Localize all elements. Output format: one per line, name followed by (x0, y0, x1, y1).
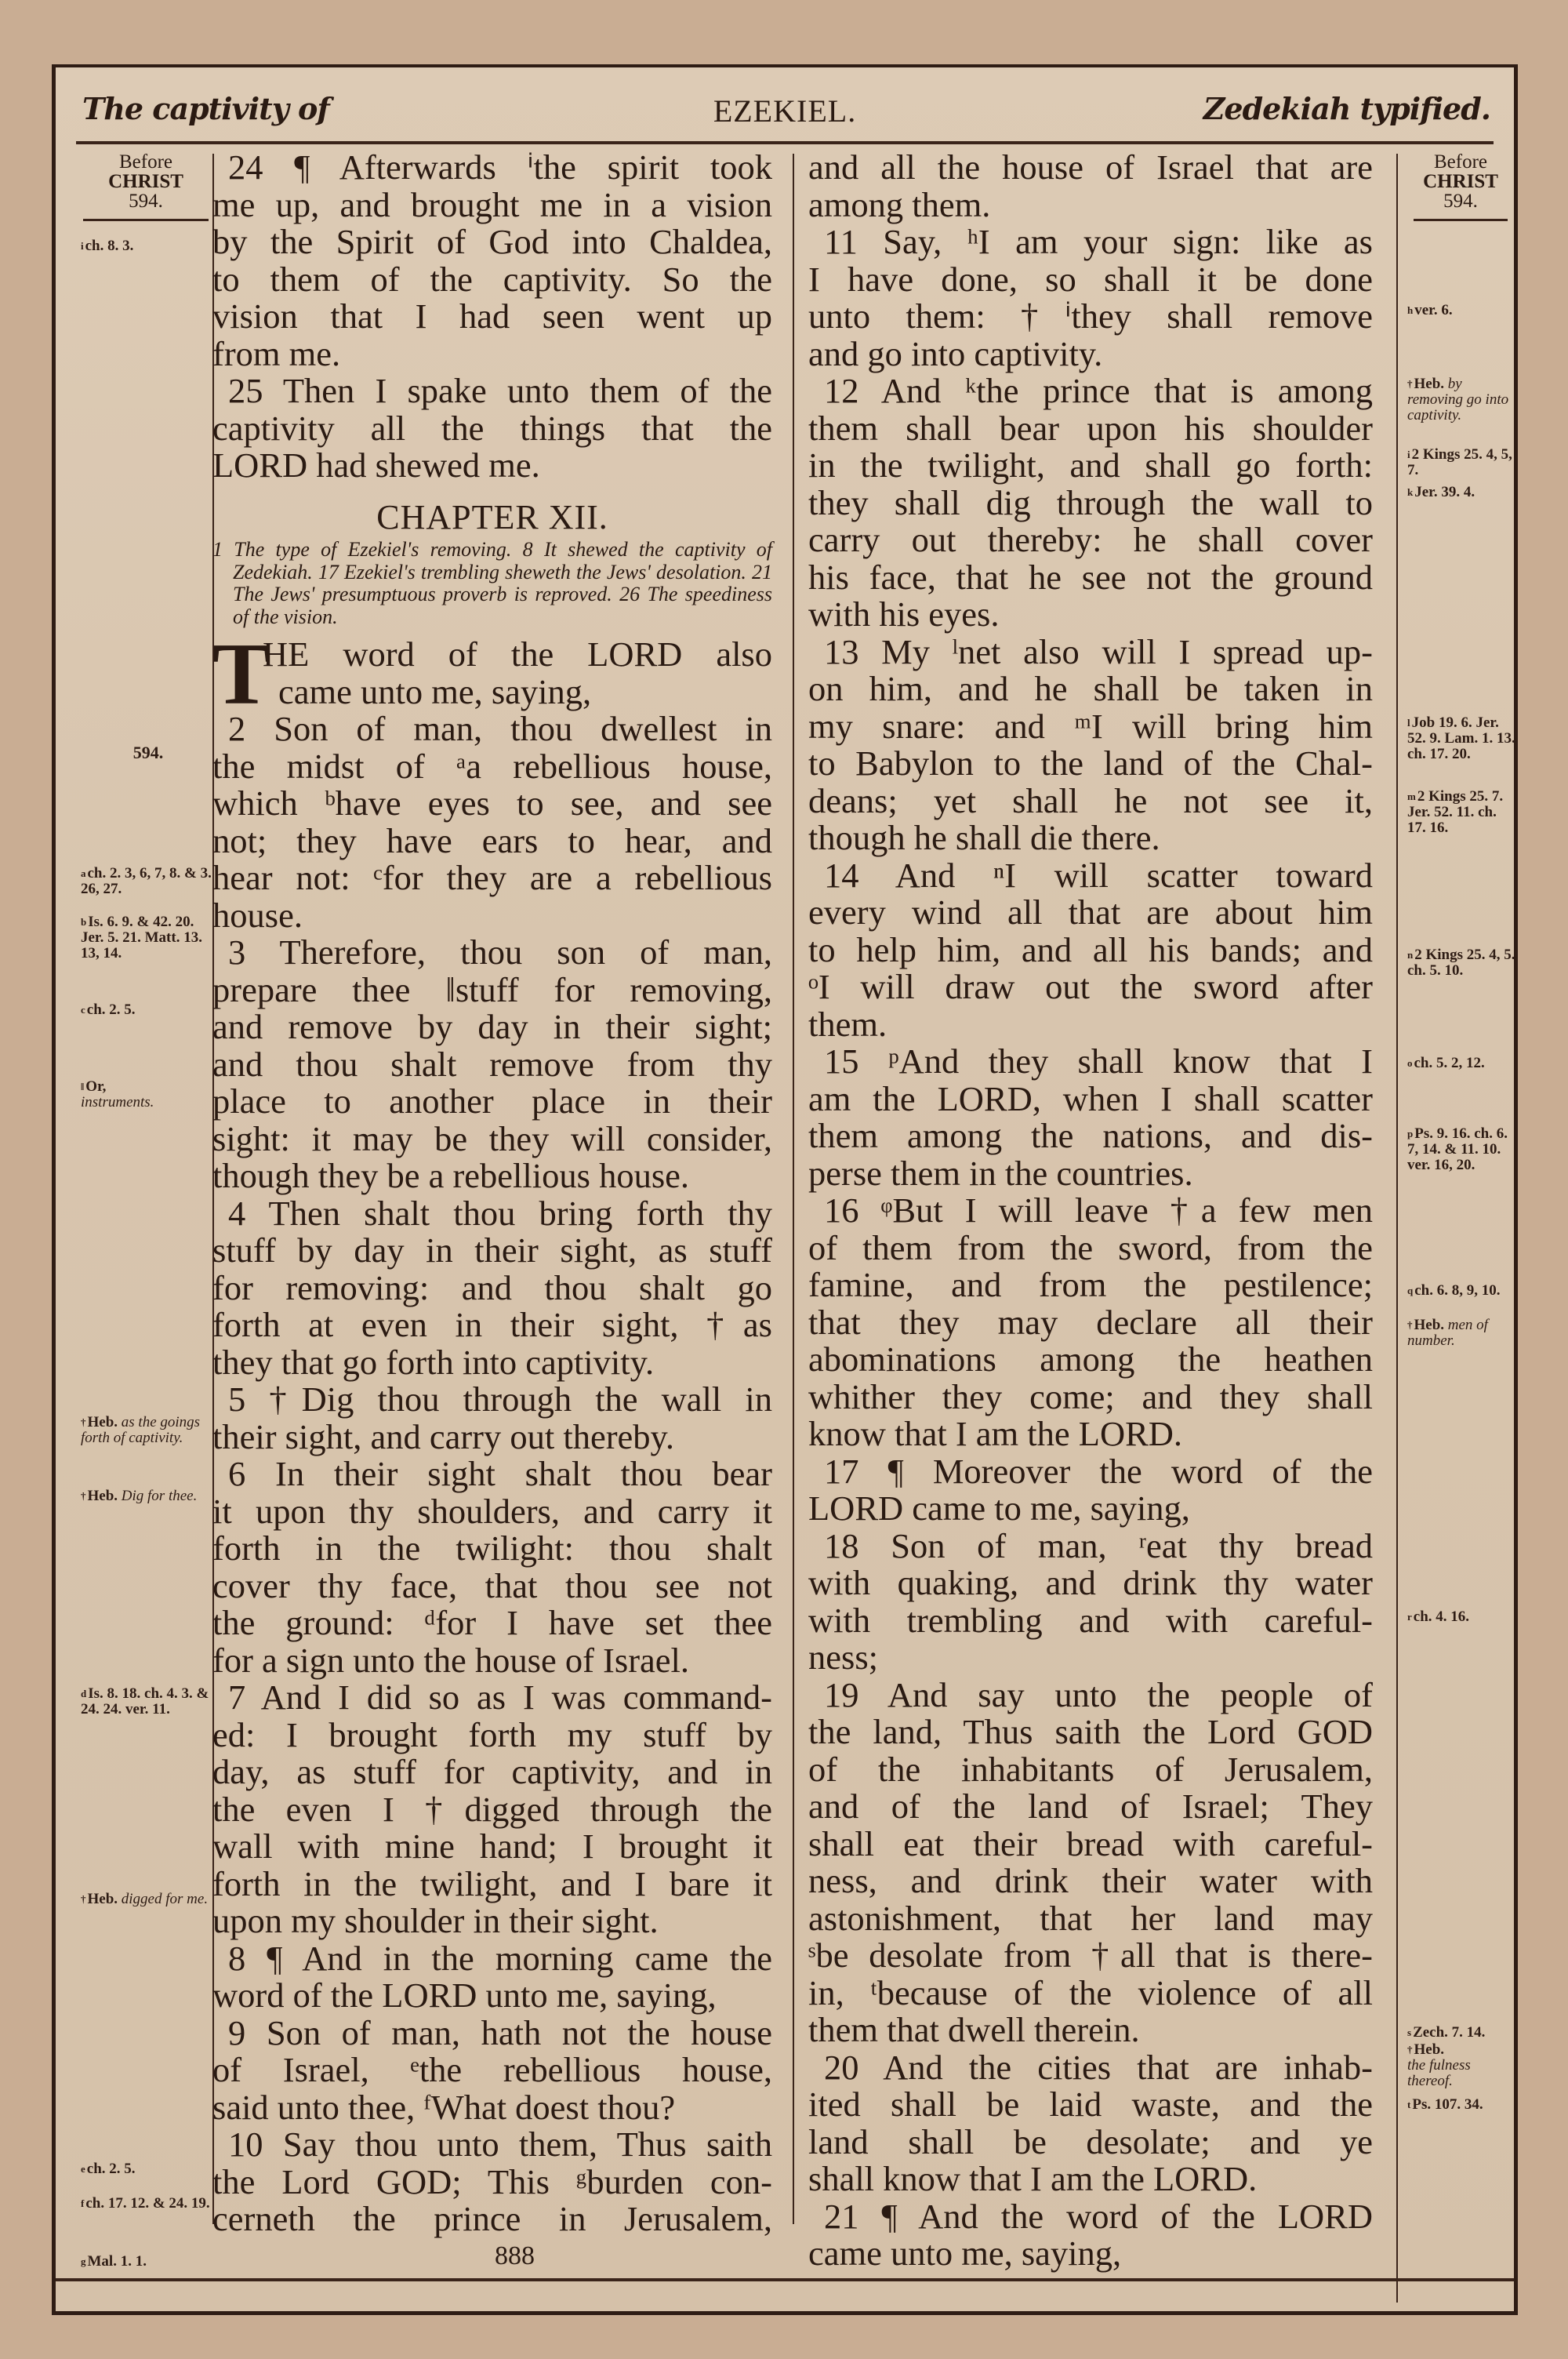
text-line: carry out thereby: he shall cover (808, 520, 1373, 559)
text-line: and go into captivity. (808, 333, 1103, 373)
text-line: abominations among the heathen (808, 1339, 1373, 1379)
text-line: 17 ¶ Moreover the word of the (824, 1451, 1373, 1491)
text-line: and all the house of Israel that are (808, 147, 1373, 187)
text-line: that they may declare all their (808, 1302, 1373, 1342)
verse-2 (212, 711, 772, 934)
chapter-heading: CHAPTER XII. (376, 497, 608, 536)
margin-note: † Heb. the fulness thereof. (1407, 2041, 1471, 2089)
text-line: forth in the twilight: thou shalt (212, 1528, 772, 1568)
margin-note: $^l$ Job 19. 6. Jer. 52. 9. Lam. 1. 13. ch. 17. 20. (1407, 714, 1515, 762)
verse-25 (212, 373, 772, 485)
text-line: 15 ᵖAnd they shall know that I (824, 1041, 1373, 1081)
text-line: which ᵇhave eyes to see, and see (212, 783, 772, 823)
verse-20 (808, 2049, 1373, 2198)
text-line: they that go forth into captivity. (212, 1342, 655, 1382)
text-line: day, as stuff for captivity, and in (212, 1752, 772, 1791)
era-divider (1414, 219, 1508, 221)
text-line: the Lord GOD; This ᵍburden con- (212, 2161, 772, 2201)
margin-note: ‖ Or, instruments. (81, 1078, 154, 1110)
verse-15 (808, 1043, 1373, 1192)
text-line: with his eyes. (808, 594, 1000, 634)
era-year: 594. (1443, 191, 1478, 212)
text-line: them shall bear upon his shoulder (808, 408, 1373, 448)
text-line: sight: it may be they will consider, (212, 1118, 772, 1158)
text-line: 24 ¶ Afterwards ⁱthe spirit took (228, 147, 772, 187)
text-line: not; they have ears to hear, and (212, 820, 772, 860)
verse-21 (808, 2198, 1373, 2273)
text-line: with trembling and with careful- (808, 1600, 1373, 1640)
bottom-rule (56, 2278, 1514, 2281)
text-line: the even I †digged through the (212, 1789, 772, 1829)
verse-17 (808, 1453, 1373, 1528)
text-line: them among the nations, and dis- (808, 1116, 1373, 1155)
text-line: of Israel, ᵉthe rebellious house, (212, 2050, 772, 2089)
margin-note: $^t$ Ps. 107. 34. (1407, 2096, 1483, 2113)
text-line: 2 Son of man, thou dwellest in (228, 709, 772, 748)
verse-10-continued (808, 149, 1373, 224)
text-line: with quaking, and drink thy water (808, 1563, 1373, 1602)
text-line: in the twilight, and shall go forth: (808, 445, 1373, 485)
chapter-summary: 1 The type of Ezekiel's removing. 8 It shewed the captivity of Zedekiah. 17 Ezekiel's trembling sheweth the Jews' desolation. 21 The Jews' presumptuous proverb is reproved. 26 The speediness of the vision. (212, 538, 772, 628)
running-head-book-title: EZEKIEL. (713, 93, 857, 129)
text-line: LORD came to me, saying, (808, 1488, 1190, 1528)
verse-12 (808, 373, 1373, 634)
verse-5 (212, 1381, 772, 1456)
text-line: forth at even in their sight, †as (212, 1305, 772, 1344)
text-line: whither they come; and they shall (808, 1376, 1373, 1416)
text-line: 8 ¶ And in the morning came the (228, 1938, 772, 1978)
text-line: to them of the captivity. So the (212, 259, 772, 299)
text-line: land shall be desolate; and ye (808, 2121, 1373, 2161)
text-line: came unto me, saying, (278, 671, 592, 711)
verse-9 (212, 2012, 772, 2127)
text-line: astonishment, that her land may (808, 1898, 1373, 1938)
text-line: the ground: ᵈfor I have set thee (212, 1603, 772, 1642)
text-line: in, ᵗbecause of the violence of all (808, 1972, 1373, 2012)
text-column-1 (212, 149, 772, 2238)
text-line: unto them: †ⁱthey shall remove (808, 296, 1373, 336)
text-line: LORD had shewed me. (212, 445, 540, 485)
era-divider (83, 219, 209, 221)
margin-note: $^d$ Is. 8. 18. ch. 4. 3. & 24. 24. ver. 11. (81, 1685, 209, 1717)
text-line: cerneth the prince in Jerusalem, (212, 2199, 772, 2238)
text-line: 25 Then I spake unto them of the (228, 371, 772, 410)
text-line: it upon thy shoulders, and carry it (212, 1491, 772, 1531)
text-line: them. (808, 1004, 887, 1044)
text-line: on him, and he shall be taken in (808, 669, 1373, 708)
running-head-right: Zedekiah typified. (1203, 91, 1490, 126)
verse-11 (808, 224, 1373, 373)
text-line: and remove by day in their sight; (212, 1007, 772, 1046)
text-line: deans; yet shall he not see it, (808, 780, 1373, 820)
text-line: captivity all the things that the (212, 408, 772, 448)
text-line: 19 And say unto the people of (824, 1674, 1373, 1714)
running-head-left: The captivity of (82, 91, 329, 126)
text-line: among them. (808, 184, 991, 224)
text-line: 5 †Dig thou through the wall in (228, 1379, 772, 1419)
text-line: ᵒI will draw out the sword after (808, 967, 1373, 1006)
text-line: ness; (808, 1637, 878, 1677)
text-line: and of the land of Israel; They (808, 1787, 1373, 1826)
right-margin-references (1401, 146, 1520, 2248)
text-line: HE word of the LORD also (263, 634, 772, 674)
text-line: for a sign unto the house of Israel. (212, 1640, 690, 1680)
text-line: am the LORD, when I shall scatter (808, 1078, 1373, 1118)
text-line: 7 And I did so as I was command- (228, 1677, 772, 1717)
text-line: shall know that I am the LORD. (808, 2159, 1258, 2198)
era-year: 594. (129, 191, 163, 212)
text-line: 4 Then shalt thou bring forth thy (228, 1193, 772, 1233)
text-line: the land, Thus saith the Lord GOD (808, 1712, 1373, 1751)
bible-page (52, 64, 1518, 2315)
text-line: for removing: and thou shalt go (212, 1267, 772, 1307)
text-line: famine, and from the pestilence; (808, 1265, 1373, 1304)
drop-cap: T (212, 626, 271, 723)
text-line: from me. (212, 333, 341, 373)
verse-24 (212, 149, 772, 373)
text-line: 10 Say thou unto them, Thus saith (228, 2125, 772, 2164)
era-marker (73, 152, 219, 211)
text-line: 14 And ⁿI will scatter toward (824, 855, 1373, 895)
text-line: know that I am the LORD. (808, 1414, 1183, 1453)
left-margin-references (73, 146, 219, 2270)
margin-note: $^n$ 2 Kings 25. 4, 5. ch. 5. 10. (1407, 947, 1515, 979)
verse-8 (212, 1940, 772, 2015)
text-line: ness, and drink their water with (808, 1861, 1373, 1900)
text-line: 21 ¶ And the word of the LORD (824, 2196, 1373, 2236)
text-line: vision that I had seen went up (212, 296, 772, 336)
text-column-2 (808, 149, 1373, 2273)
text-line: I have done, so shall it be done (808, 259, 1373, 299)
verse-1 (212, 626, 772, 723)
margin-note: $^g$ Mal. 1. 1. (81, 2253, 147, 2270)
margin-note: $^a$ ch. 2. 3, 6, 7, 8. & 3. 26, 27. (81, 865, 212, 897)
text-line: my snare: and ᵐI will bring him (808, 706, 1373, 746)
running-head (76, 78, 1494, 144)
text-line: the midst of ᵃa rebellious house, (212, 746, 772, 786)
text-line: hear not: ᶜfor they are a rebellious (212, 858, 772, 897)
margin-note: $^c$ ch. 2. 5. (81, 1001, 136, 1018)
text-line: wall with mine hand; I brought it (212, 1826, 772, 1866)
verse-13 (808, 631, 1373, 857)
text-line: by the Spirit of God into Chaldea, (212, 222, 772, 261)
text-line: 6 In their sight shalt thou bear (228, 1454, 772, 1493)
text-line: stuff by day in their sight, as stuff (212, 1230, 772, 1270)
text-line: of them from the sword, from the (808, 1227, 1373, 1267)
margin-note: † Heb. Dig for thee. (81, 1488, 198, 1504)
margin-note: $^q$ ch. 6. 8, 9, 10. (1407, 1282, 1501, 1299)
text-line: said unto thee, ᶠWhat doest thou? (212, 2087, 676, 2127)
text-line: word of the LORD unto me, saying, (212, 1976, 717, 2015)
verse-19 (808, 1674, 1373, 2049)
text-line: ited shall be laid waste, and the (808, 2085, 1373, 2124)
margin-note: $^r$ ch. 4. 16. (1407, 1608, 1470, 1625)
margin-note: $^i$ 2 Kings 25. 4, 5, 7. (1407, 446, 1512, 478)
margin-note: $^f$ ch. 17. 12. & 24. 19. (81, 2195, 210, 2212)
verse-4 (212, 1195, 772, 1382)
text-line: their sight, and carry out thereby. (212, 1416, 675, 1456)
text-line: ˢbe desolate from †all that is there- (808, 1936, 1373, 1975)
text-line: though they be a rebellious house. (212, 1156, 690, 1195)
margin-note: $^b$ Is. 6. 9. & 42. 20. Jer. 5. 21. Matt. 13. 13, 14. (81, 914, 202, 961)
margin-note: † Heb. by removing go into captivity. (1407, 376, 1509, 423)
margin-note: $^p$ Ps. 9. 16. ch. 6. 7, 14. & 11. 10. ver. 16, 20. (1407, 1125, 1508, 1173)
margin-note: $^k$ Jer. 39. 4. (1407, 484, 1475, 500)
year-marker: 594. (132, 743, 164, 762)
era-label: Before (1433, 151, 1488, 173)
text-line: 9 Son of man, hath not the house (228, 2012, 772, 2052)
era-christ: CHRIST (1423, 171, 1498, 192)
text-line: 20 And the cities that are inhab- (824, 2047, 1373, 2087)
verse-18 (808, 1525, 1373, 1677)
margin-note: $^h$ ver. 6. (1407, 302, 1453, 318)
era-label: Before (118, 151, 173, 173)
text-line: though he shall die there. (808, 818, 1160, 857)
text-line: upon my shoulder in their sight. (212, 1901, 659, 1940)
text-line: they shall dig through the wall to (808, 482, 1373, 522)
text-line: to Babylon to the land of the Chal- (808, 743, 1373, 783)
margin-note: † Heb. men of number. (1407, 1317, 1488, 1349)
margin-note: $^e$ ch. 2. 5. (81, 2161, 136, 2177)
column-rule-center (793, 154, 794, 2224)
verse-6 (212, 1456, 772, 1679)
text-line: ed: I brought forth my stuff by (212, 1714, 772, 1754)
text-line: me up, and brought me in a vision (212, 184, 772, 224)
verse-14 (808, 857, 1373, 1044)
text-line: prepare thee ‖stuff for removing, (212, 969, 772, 1009)
margin-note: † Heb. as the goings forth of captivity. (81, 1414, 201, 1446)
text-line: every wind all that are about him (808, 892, 1373, 932)
text-line: shall eat their bread with careful- (808, 1823, 1373, 1863)
text-line: 18 Son of man, ʳeat thy bread (824, 1525, 1373, 1565)
margin-note: † Heb. digged for me. (81, 1891, 209, 1907)
text-line: house. (212, 895, 303, 935)
margin-note: $^m$ 2 Kings 25. 7. Jer. 52. 11. ch. 17. 16. (1407, 788, 1504, 836)
verse-10 (212, 2126, 772, 2238)
margin-note: $^o$ ch. 5. 2, 12. (1407, 1055, 1485, 1071)
margin-note: $^i$ ch. 8. 3. (81, 238, 134, 254)
verse-7 (212, 1679, 772, 1940)
text-line: 13 My ˡnet also will I spread up- (824, 631, 1373, 671)
text-line: place to another place in their (212, 1081, 772, 1121)
text-line: his face, that he see not the ground (808, 557, 1373, 597)
text-line: 3 Therefore, thou son of man, (228, 932, 772, 972)
text-line: perse them in the countries. (808, 1153, 1193, 1193)
page-number: 888 (495, 2241, 535, 2270)
text-line: to help him, and all his bands; and (808, 929, 1373, 969)
text-line: and thou shalt remove from thy (212, 1044, 772, 1084)
text-line: 16 ᵠBut I will leave †a few men (824, 1190, 1373, 1230)
text-line: them that dwell therein. (808, 2010, 1140, 2049)
text-line: came unto me, saying, (808, 2234, 1122, 2273)
margin-note: $^s$ Zech. 7. 14. (1407, 2024, 1486, 2041)
verse-16 (808, 1192, 1373, 1453)
verse-3 (212, 934, 772, 1195)
era-marker (1401, 152, 1520, 211)
text-line: of the inhabitants of Jerusalem, (808, 1749, 1373, 1789)
text-line: cover thy face, that thou see not (212, 1565, 772, 1605)
era-christ: CHRIST (108, 171, 183, 192)
column-rule-right (1396, 154, 1398, 2303)
text-line: 11 Say, ʰI am your sign: like as (824, 222, 1373, 261)
text-line: 12 And ᵏthe prince that is among (824, 371, 1373, 410)
text-line: forth in the twilight, and I bare it (212, 1863, 772, 1903)
